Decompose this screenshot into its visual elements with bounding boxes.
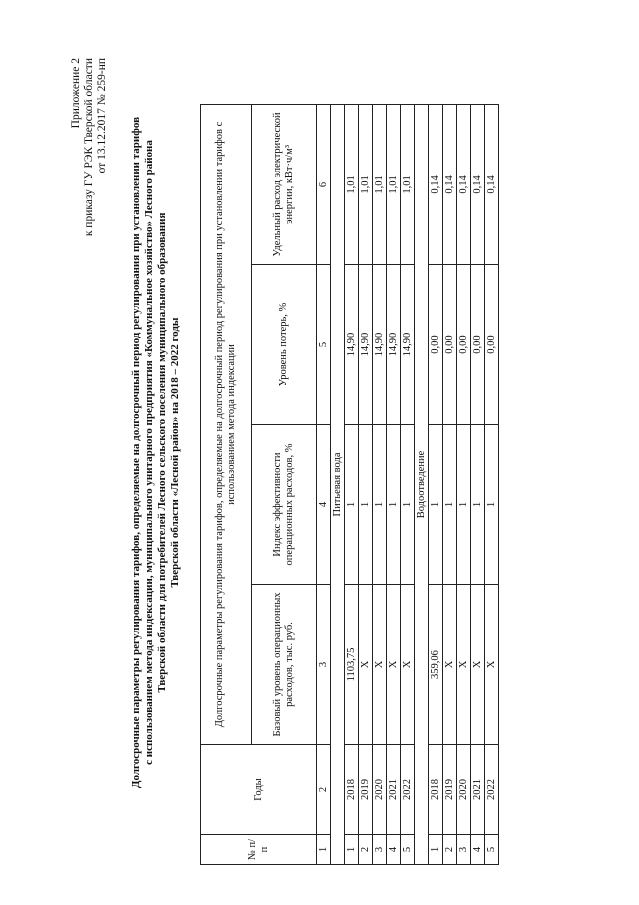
cell-energy: 0,14 — [485, 104, 499, 264]
table-row — [373, 104, 387, 864]
table-body — [331, 104, 499, 864]
section-title: Водоотведение — [415, 104, 429, 864]
col-number: 2 — [317, 745, 331, 835]
cell-index: 1 — [429, 425, 443, 585]
cell-n: 5 — [485, 835, 499, 865]
cell-base: 359,06 — [429, 585, 443, 745]
cell-energy: 0,14 — [443, 104, 457, 264]
cell-year: 2022 — [401, 745, 415, 835]
cell-year: 2018 — [429, 745, 443, 835]
col-number: 6 — [317, 104, 331, 264]
table-row — [401, 104, 415, 864]
header-num: № п/п — [201, 835, 317, 865]
cell-year: 2021 — [471, 745, 485, 835]
cell-index: 1 — [485, 425, 499, 585]
col-number: 4 — [317, 425, 331, 585]
cell-base: X — [471, 585, 485, 745]
header-loss: Уровень потерь, % — [252, 265, 317, 425]
title-line: Тверской области для потребителей Лесного сельского поселения муниципального образования — [156, 212, 168, 693]
cell-energy: 1,01 — [387, 104, 401, 264]
cell-loss: 14,90 — [387, 265, 401, 425]
section-title: Питьевая вода — [331, 104, 345, 864]
cell-index: 1 — [443, 425, 457, 585]
cell-loss: 14,90 — [359, 265, 373, 425]
cell-energy: 0,14 — [457, 104, 471, 264]
cell-index: 1 — [345, 425, 359, 585]
header-energy: Удельный расход электрической энергии, кВт·ч/м³ — [252, 104, 317, 264]
cell-index: 1 — [401, 425, 415, 585]
cell-loss: 0,00 — [429, 265, 443, 425]
header-index: Индекс эффективности операционных расходов, % — [252, 425, 317, 585]
col-number: 1 — [317, 835, 331, 865]
header-group: Долгосрочные параметры регулирования тарифов, определяемые на долгосрочный период регулирования при установлении тарифов с использованием метода индексации — [201, 104, 252, 744]
table-row — [485, 104, 499, 864]
cell-energy: 1,01 — [359, 104, 373, 264]
cell-year: 2019 — [443, 745, 457, 835]
header-years: Годы — [201, 745, 317, 835]
parameters-table — [200, 104, 499, 865]
document-title — [130, 40, 182, 865]
cell-index: 1 — [471, 425, 485, 585]
cell-index: 1 — [373, 425, 387, 585]
cell-n: 3 — [457, 835, 471, 865]
cell-loss: 14,90 — [345, 265, 359, 425]
cell-n: 2 — [359, 835, 373, 865]
appendix-line: от 13.12.2017 № 259-нп — [96, 58, 108, 174]
cell-base: X — [359, 585, 373, 745]
cell-loss: 0,00 — [457, 265, 471, 425]
section-row — [415, 104, 429, 864]
cell-n: 2 — [443, 835, 457, 865]
cell-index: 1 — [387, 425, 401, 585]
section-row — [331, 104, 345, 864]
title-line: с использованием метода индексации, муниципального унитарного предприятия «Коммунальное хозяйство» Лесного района — [143, 140, 155, 765]
cell-n: 3 — [373, 835, 387, 865]
table-row — [443, 104, 457, 864]
title-line: Долгосрочные параметры регулирования тарифов, определяемые на долгосрочный период регулирования при установлении тарифов — [130, 116, 142, 789]
cell-year: 2022 — [485, 745, 499, 835]
appendix-line: Приложение 2 — [70, 58, 82, 129]
cell-base: X — [457, 585, 471, 745]
cell-loss: 0,00 — [443, 265, 457, 425]
cell-year: 2020 — [373, 745, 387, 835]
cell-n: 1 — [429, 835, 443, 865]
cell-base: X — [401, 585, 415, 745]
table-row — [359, 104, 373, 864]
title-line: Тверской области «Лесной район» на 2018 – 2022 годы — [169, 317, 181, 588]
cell-base: X — [387, 585, 401, 745]
cell-index: 1 — [359, 425, 373, 585]
cell-n: 1 — [345, 835, 359, 865]
cell-base: X — [485, 585, 499, 745]
cell-energy: 0,14 — [471, 104, 485, 264]
table-row — [387, 104, 401, 864]
cell-loss: 0,00 — [471, 265, 485, 425]
table-row — [345, 104, 359, 864]
appendix-line: к приказу ГУ РЭК Тверской области — [83, 58, 95, 237]
cell-year: 2018 — [345, 745, 359, 835]
cell-base: 1103,75 — [345, 585, 359, 745]
cell-loss: 14,90 — [401, 265, 415, 425]
col-number: 5 — [317, 265, 331, 425]
cell-year: 2019 — [359, 745, 373, 835]
cell-energy: 0,14 — [429, 104, 443, 264]
cell-energy: 1,01 — [373, 104, 387, 264]
cell-n: 4 — [387, 835, 401, 865]
cell-base: X — [373, 585, 387, 745]
table-row — [471, 104, 485, 864]
table-row — [457, 104, 471, 864]
cell-index: 1 — [457, 425, 471, 585]
cell-energy: 1,01 — [345, 104, 359, 264]
cell-year: 2021 — [387, 745, 401, 835]
cell-n: 5 — [401, 835, 415, 865]
header-base: Базовый уровень операционных расходов, тыс. руб. — [252, 585, 317, 745]
cell-base: X — [443, 585, 457, 745]
cell-n: 4 — [471, 835, 485, 865]
table-row — [429, 104, 443, 864]
cell-loss: 0,00 — [485, 265, 499, 425]
appendix-header — [70, 58, 109, 236]
cell-energy: 1,01 — [401, 104, 415, 264]
col-number: 3 — [317, 585, 331, 745]
cell-loss: 14,90 — [373, 265, 387, 425]
cell-year: 2020 — [457, 745, 471, 835]
